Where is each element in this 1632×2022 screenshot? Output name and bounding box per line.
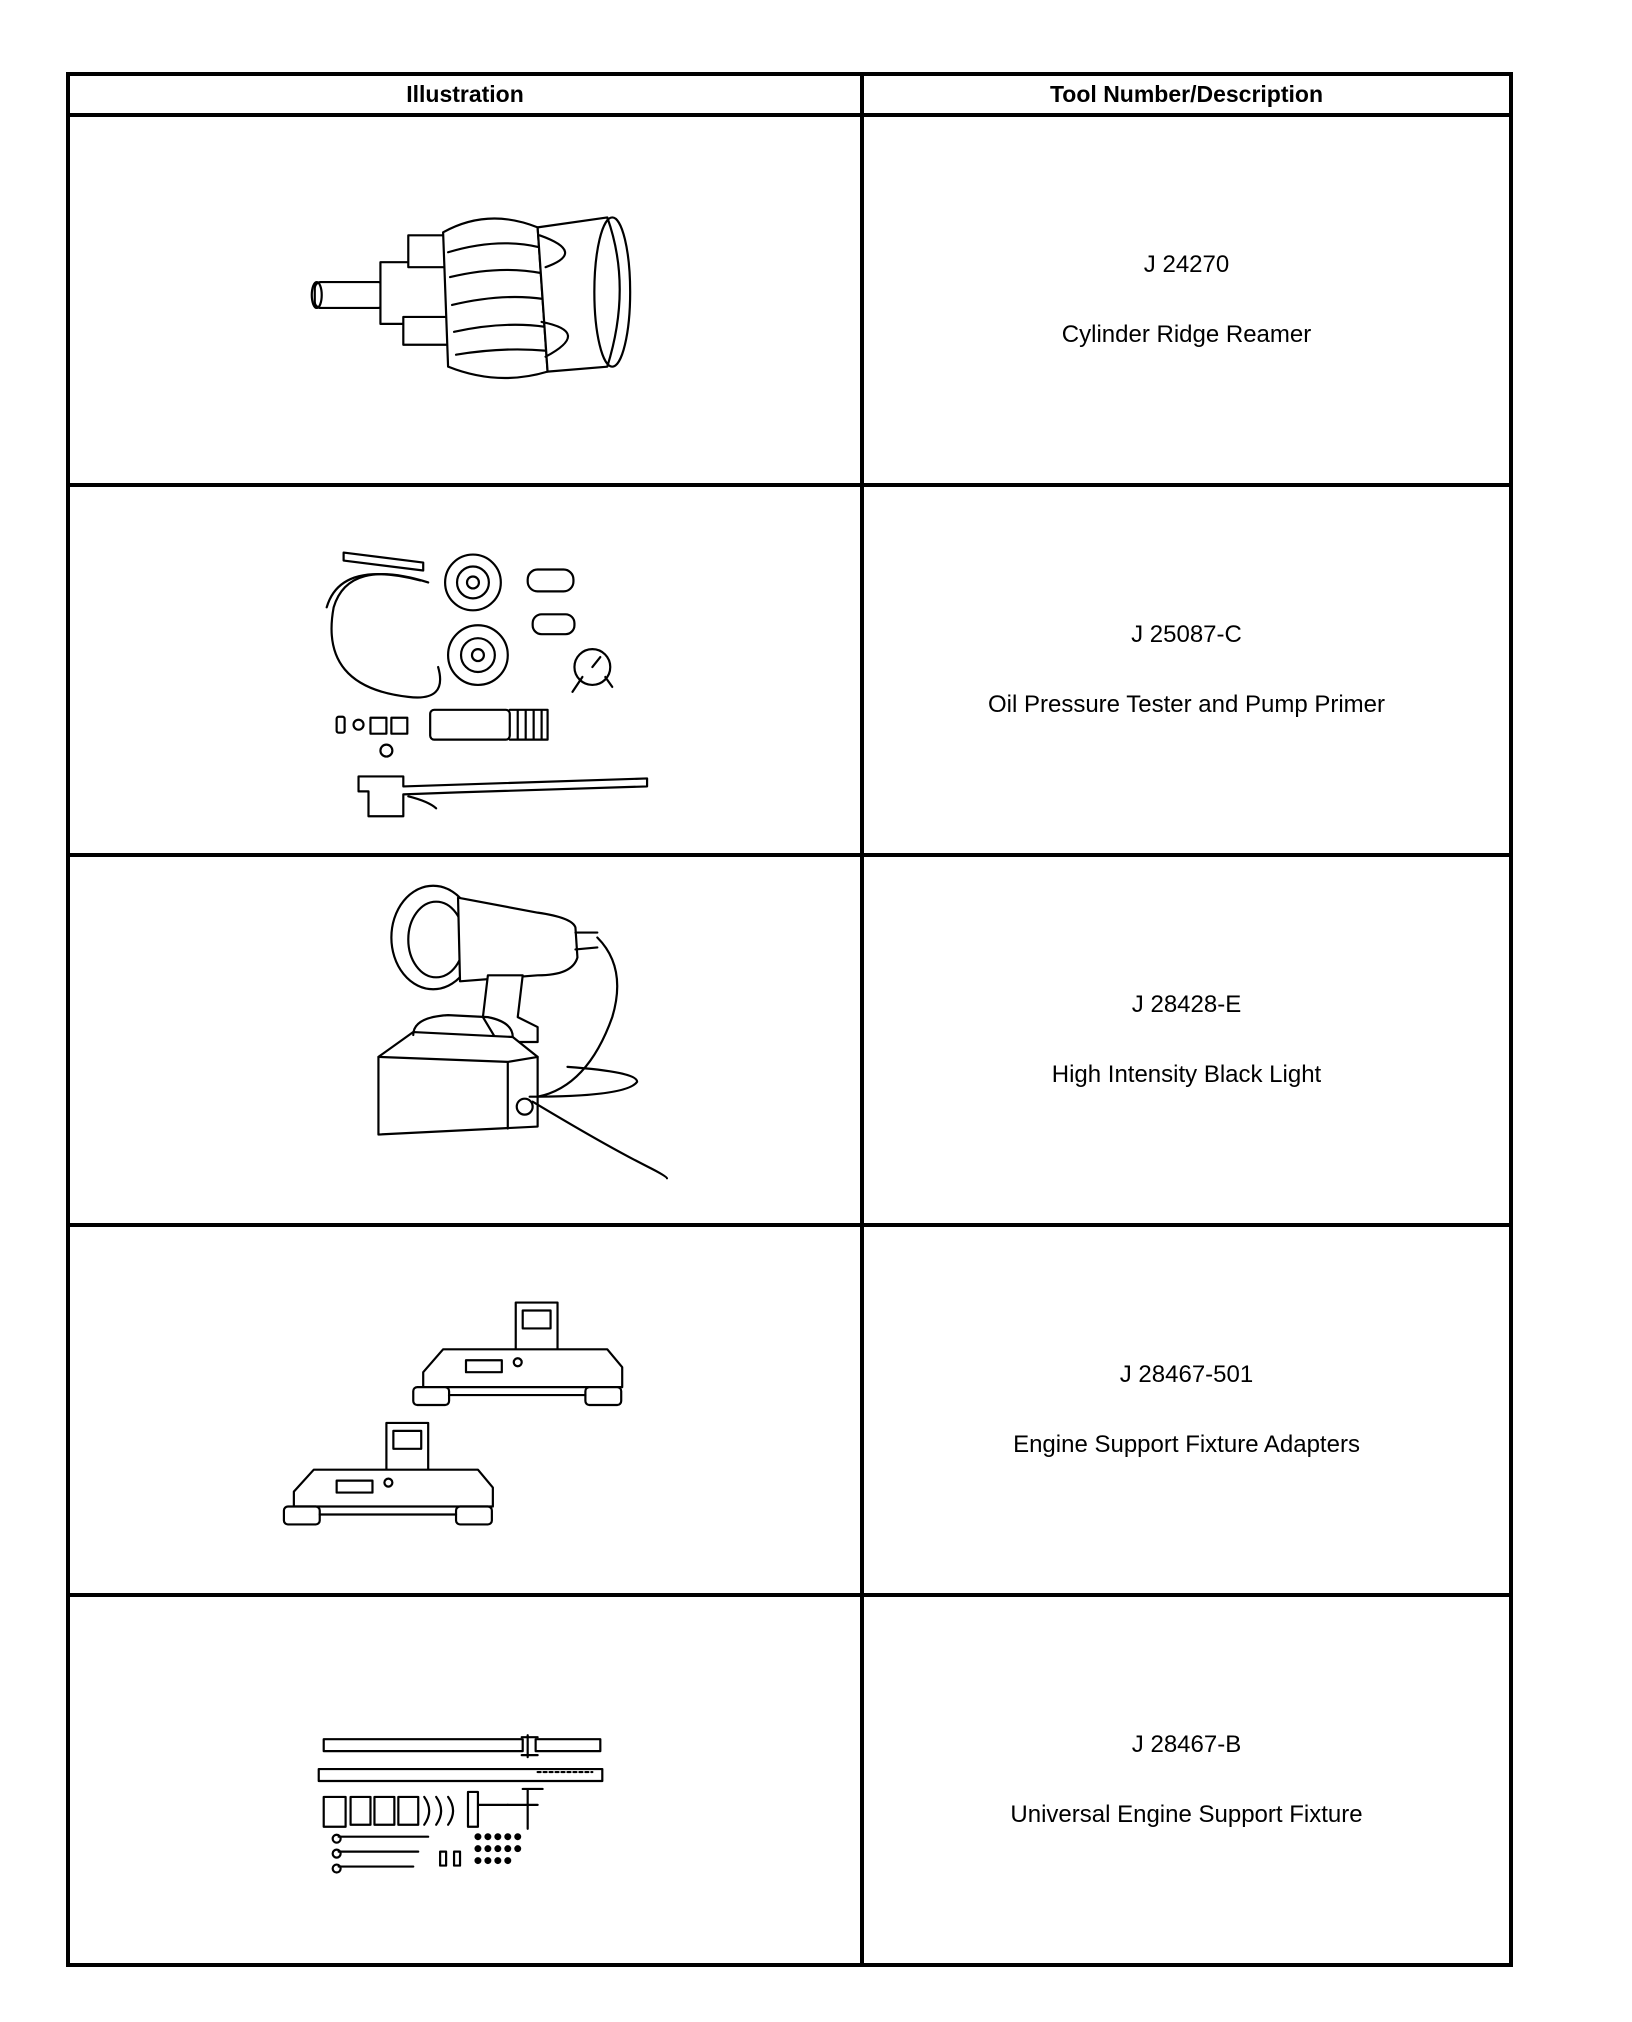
tool-number: J 25087-C: [1131, 621, 1242, 648]
description-cell: [862, 115, 1511, 485]
engine-support-fixture-icon: [70, 1597, 860, 1963]
tool-description: Oil Pressure Tester and Pump Primer: [987, 691, 1386, 718]
illustration-cell: [68, 1225, 862, 1595]
illustration-cell: [68, 855, 862, 1225]
fixture-adapters-icon: [70, 1227, 860, 1593]
tool-number-description-header: Tool Number/Description: [862, 74, 1511, 115]
illustration-cell: [68, 485, 862, 855]
special-tools-table: [66, 72, 1513, 1967]
table-row: [68, 115, 1511, 485]
tool-number: J 28467-501: [1119, 1361, 1254, 1388]
oil-pressure-tester-kit-icon: [70, 487, 860, 853]
cylinder-ridge-reamer-icon: [70, 117, 860, 483]
black-light-icon: [70, 857, 860, 1223]
table-row: [68, 855, 1511, 1225]
tool-description: High Intensity Black Light: [1051, 1061, 1322, 1088]
tool-number: J 28428-E: [1131, 991, 1242, 1018]
header-row: [68, 74, 1511, 115]
tool-number: J 28467-B: [1131, 1731, 1242, 1758]
description-cell: [862, 1595, 1511, 1965]
illustration-cell: [68, 115, 862, 485]
table-row: [68, 1225, 1511, 1595]
table-row: [68, 485, 1511, 855]
tool-description: Engine Support Fixture Adapters: [1013, 1431, 1360, 1458]
table-row: [68, 1595, 1511, 1965]
illustration-cell: [68, 1595, 862, 1965]
description-cell: [862, 485, 1511, 855]
description-cell: [862, 1225, 1511, 1595]
tool-description: Universal Engine Support Fixture: [1010, 1801, 1363, 1828]
tool-description: Cylinder Ridge Reamer: [1061, 321, 1312, 348]
illustration-header: Illustration: [68, 74, 862, 115]
tool-number: J 24270: [1143, 251, 1230, 278]
description-cell: [862, 855, 1511, 1225]
